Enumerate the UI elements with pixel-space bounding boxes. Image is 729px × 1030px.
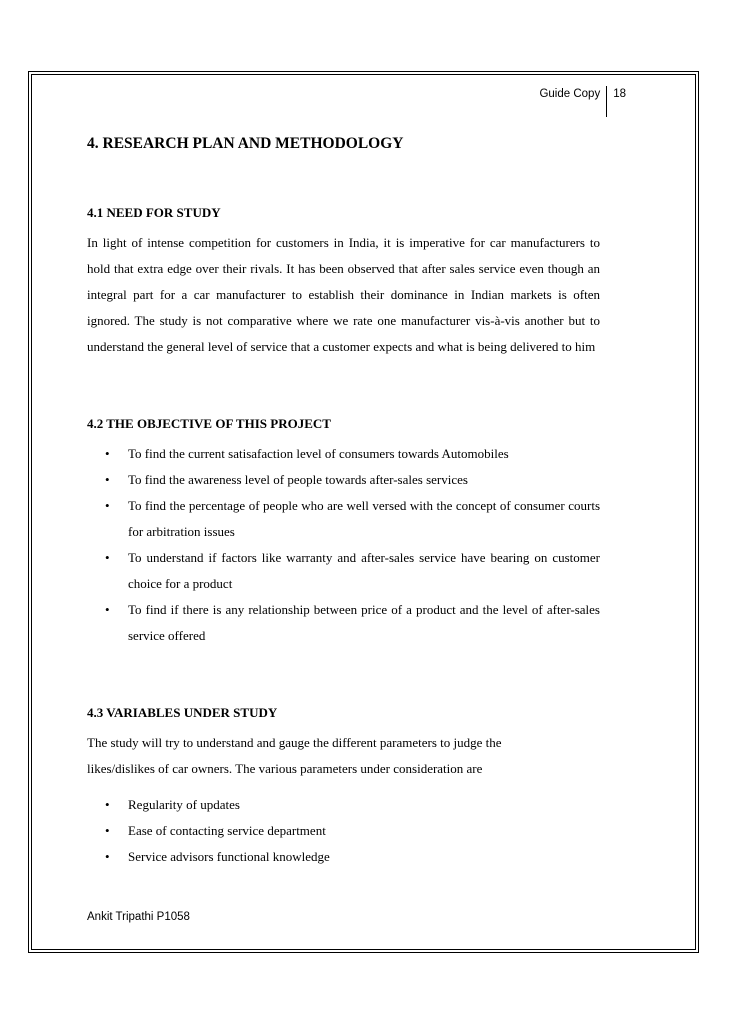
- list-item-text: To understand if factors like warranty and after-sales service have bearing on customer choice for a product: [128, 550, 600, 591]
- bullet-icon: •: [105, 550, 110, 565]
- list-item: [87, 467, 600, 493]
- section-heading-variables: 4.3 VARIABLES UNDER STUDY: [87, 705, 278, 720]
- bullet-icon: •: [105, 823, 110, 838]
- bullet-icon: •: [105, 446, 110, 461]
- list-item: [87, 441, 600, 467]
- page-number: 18: [613, 88, 626, 100]
- list-item-text: To find the awareness level of people towards after-sales services: [128, 472, 468, 487]
- section-heading-need: 4.1 NEED FOR STUDY: [87, 205, 221, 220]
- objective-list: [87, 441, 600, 649]
- bullet-icon: •: [105, 602, 110, 617]
- list-item: [87, 545, 600, 597]
- list-item-text: Ease of contacting service department: [128, 823, 326, 838]
- list-item-text: Regularity of updates: [128, 797, 240, 812]
- list-item: [87, 493, 600, 545]
- bullet-icon: •: [105, 849, 110, 864]
- list-item: [87, 792, 600, 818]
- page-header: [539, 88, 626, 117]
- list-item: [87, 818, 600, 844]
- chapter-title: 4. RESEARCH PLAN AND METHODOLOGY: [87, 135, 404, 152]
- list-item-text: To find the percentage of people who are well versed with the concept of consumer courts for arbitration issues: [128, 498, 600, 539]
- section-text-need: In light of intense competition for customers in India, it is imperative for car manufacturers to hold that extra edge over their rivals. It has been observed that after sales service even though an integral part for a car manufacturer to establish their dominance in Indian markets is often ignored. The study is not comparative where we rate one manufacturer vis-à-vis another but to understand the general level of service that a customer expects and what is being delivered to him: [87, 235, 600, 354]
- list-item-text: Service advisors functional knowledge: [128, 849, 330, 864]
- bullet-icon: •: [105, 472, 110, 487]
- document-content: [87, 134, 600, 870]
- section-text-variables: The study will try to understand and gauge the different parameters to judge the likes/dislikes of car owners. The various parameters under consideration are: [87, 735, 502, 776]
- variables-list: [87, 792, 600, 870]
- list-item: [87, 844, 600, 870]
- bullet-icon: •: [105, 797, 110, 812]
- list-item: [87, 597, 600, 649]
- section-heading-objective: 4.2 THE OBJECTIVE OF THIS PROJECT: [87, 416, 331, 431]
- page-footer: Ankit Tripathi P1058: [87, 911, 190, 923]
- list-item-text: To find if there is any relationship between price of a product and the level of after-sales service offered: [128, 602, 600, 643]
- header-label: Guide Copy: [539, 88, 601, 100]
- bullet-icon: •: [105, 498, 110, 513]
- list-item-text: To find the current satisafaction level of consumers towards Automobiles: [128, 446, 509, 461]
